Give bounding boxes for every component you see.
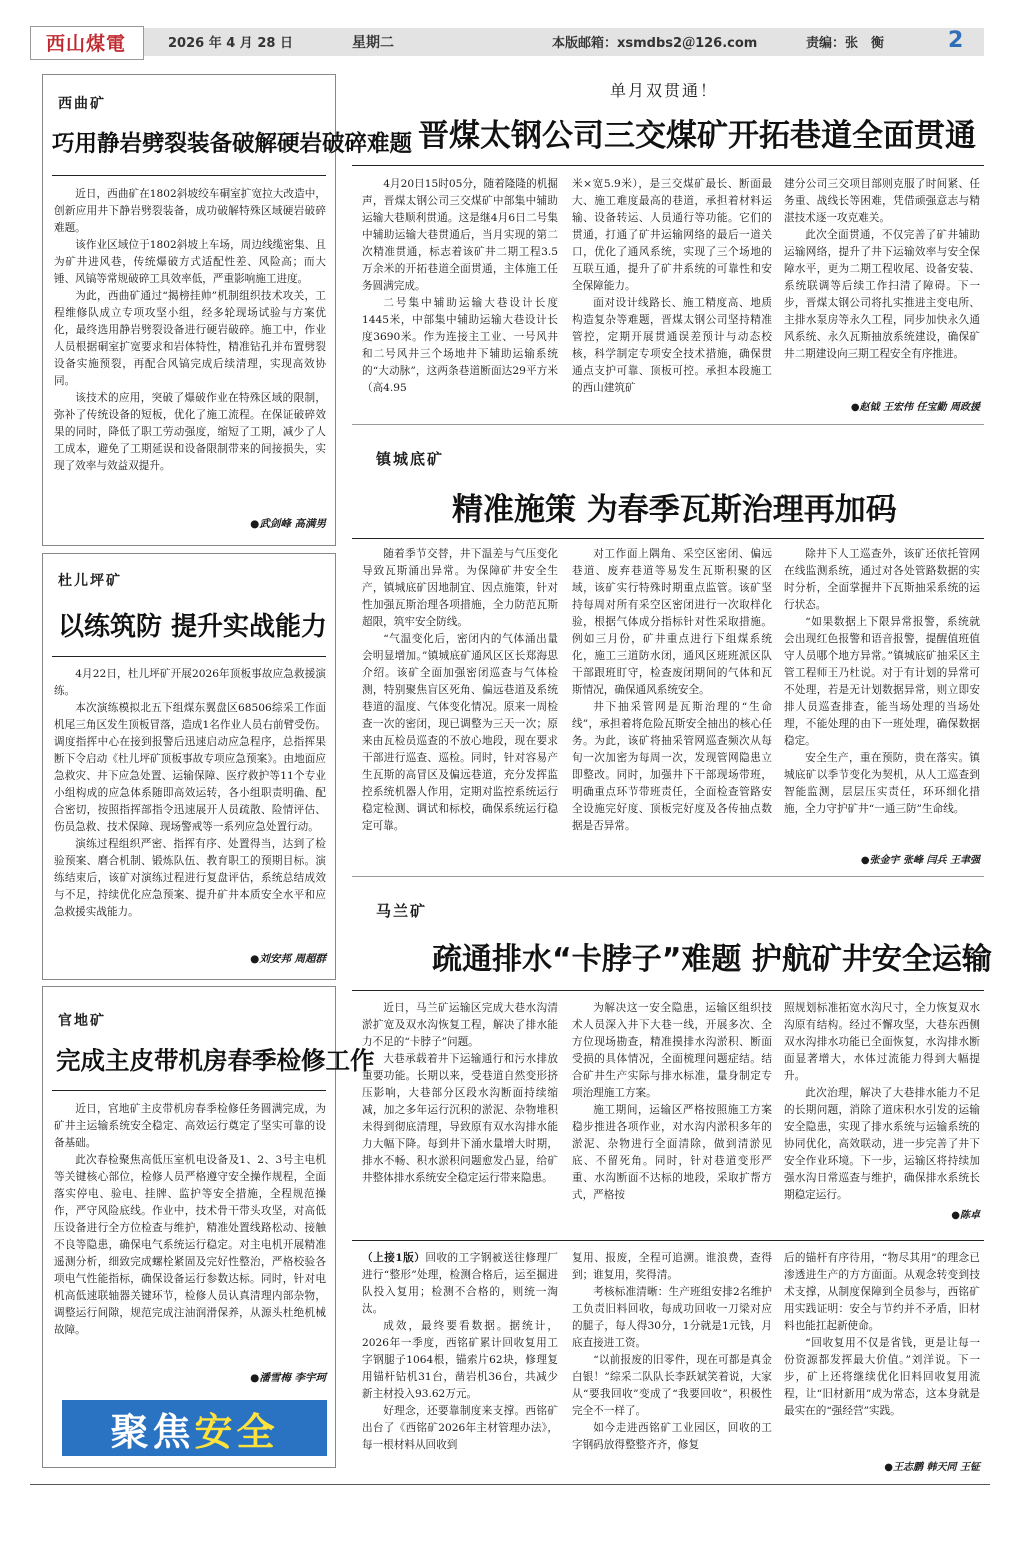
article-title: 以练筑防 提升实战能力	[58, 612, 328, 642]
paragraph: 此次春检聚焦高低压室机电设备及1、2、3号主电机等关键核心部位，检修人员严格遵守安全操作规程，全面落实停电、验电、挂牌、监护等安全措施，全程规范操作，严守风险底线。作业中，技术骨干带头攻坚，对高低压设备进行全方位检查与维护，精准处置线路松动、接触不良等隐患，确保电气系统运行稳定。对主电机开展精准遥测分析，细致完成螺栓紧固及完好性整治，严格校验各项电气性能指标，确保设备运行参数达标。同时，针对电机高低速联轴器关键环节，检修人员认真清理内部杂物，调整运行间隙，规范完成注油润滑保养，从源头杜绝机械故障。	[54, 1154, 326, 1336]
paragraph: 4月22日，杜儿坪矿开展2026年顶板事故应急救援演练。	[54, 668, 326, 697]
paragraph: 二号集中辅助运输大巷设计长度1445米，中部集中辅助运输大巷设计长度3690米。作为连接主工业、一号风井和二号风井三个场地井下辅助运输系统的“大动脉”，这两条巷道断面达29平方米（高4.95	[362, 297, 558, 394]
article-title: 精准施策 为春季瓦斯治理再加码	[452, 492, 897, 528]
page-editor: 责编：张 衡	[806, 36, 885, 51]
byline: ●潘雪梅 李宇珂	[250, 1372, 326, 1384]
paragraph: “以前报废的旧零件，现在可都是真金白银！”综采二队队长李跃斌笑着说，大家从“要我回收”变成了“我要回收”，积极性完全不一样了。	[572, 1354, 772, 1417]
paragraph: 建分公司三交项目部则克服了时间紧、任务重、战线长等困难，凭借顽强意志与精湛技术逐一攻克难关。	[784, 178, 980, 224]
paragraph: 此次治理，解决了大巷排水能力不足的长期问题，消除了道床积水引发的运输安全隐患，实现了排水系统与运输系统的协同优化，高效联动，进一步完善了井下安全作业环境。下一步，运输区将持续加强水沟日常巡查与维护，确保排水系统长期稳定运行。	[784, 1087, 980, 1201]
paragraph: 除井下人工巡查外，该矿还依托管网在线监测系统，通过对各处管路数据的实时分析，全面掌握井下瓦斯抽采系统的运行状态。	[784, 548, 980, 611]
paragraph: 对工作面上隅角、采空区密闭、偏远巷道、废弃巷道等易发生瓦斯积聚的区域，该矿实行特殊时期重点监管。该矿坚持每周对所有采空区密闭进行一次取样化验，根据气体成分指标针对性采取措施。例如三月份，矿井重点进行下组煤系统化，施工三道防水闭，通风区班班派区队干部跟班盯守，检查废闭期间的气体和瓦斯情况，确保通风系统安全。	[572, 548, 772, 696]
banner-text-highlight: 安全	[194, 1409, 279, 1454]
paragraph: 好理念，还要靠制度来支撑。西铭矿出台了《西铭矿2026年主材管理办法》，每一根材料从回收到	[362, 1405, 558, 1451]
section-label: 镇城底矿	[376, 450, 445, 468]
byline: ●陈卓	[951, 1210, 980, 1221]
article-col-2	[572, 1000, 772, 1204]
paragraph: 米×宽5.9米），是三交煤矿最长、断面最大、施工难度最高的巷道，承担着材料运输、设备转运、人员通行等功能。它们的贯通，打通了矿井运输网络的最后一道关口，优化了通风系统，实现了三个场地的互联互通，提升了矿井系统的可靠性和安全保障能力。	[572, 178, 772, 292]
paragraph: 照规划标准拓宽水沟尺寸，全力恢复双水沟原有结构。经过不懈攻坚，大巷东西侧双水沟排水功能已全面恢复，水沟排水断面显著增大，水体过流能力得到大幅提升。	[784, 1002, 980, 1082]
section-divider	[352, 876, 984, 877]
article-col-1	[362, 1000, 558, 1187]
title-divider	[352, 165, 984, 166]
section-label: 杜儿坪矿	[58, 573, 122, 589]
article-col-3	[784, 176, 980, 363]
continued-tag: （上接1版）	[362, 1252, 426, 1264]
paragraph: 随着季节交替，井下温差与气压变化导致瓦斯涌出异常。为保障矿井安全生产，镇城底矿因地制宜、因点施策，针对性加强瓦斯治理各项措施，全力防范瓦斯超限，筑牢安全防线。	[362, 548, 558, 628]
paragraph: 近日，官地矿主皮带机房春季检修任务圆满完成，为矿井主运输系统安全稳定、高效运行奠定了坚实可靠的设备基础。	[54, 1103, 326, 1149]
page-number: 2	[948, 28, 964, 53]
paragraph: 为解决这一安全隐患，运输区组织技术人员深入井下大巷一线，开展多次、全方位现场勘查，精准摸排水沟淤积、断面受损的具体情况，全面梳理问题症结。结合矿井生产实际与排水标准，量身制定专项治理施工方案。	[572, 1002, 772, 1099]
article-title: 晋煤太钢公司三交煤矿开拓巷道全面贯通	[418, 118, 976, 154]
byline: ●赵钺 王宏伟 任宝勤 周政援	[850, 402, 980, 413]
article-title: 疏通排水“卡脖子”难题 护航矿井安全运输	[432, 942, 992, 977]
title-divider	[52, 175, 326, 176]
article-title: 完成主皮带机房春季检修工作	[56, 1046, 375, 1075]
title-divider	[352, 538, 984, 539]
paragraph: 如今走进西铭矿工业园区，回收的工字钢码放得整整齐齐，修复	[572, 1422, 772, 1451]
section-label: 马兰矿	[376, 902, 428, 920]
banner-text: 聚焦	[110, 1409, 195, 1454]
masthead-logo: 西山煤電	[45, 32, 126, 55]
paragraph: 施工期间，运输区严格按照施工方案稳步推进各项作业，对水沟内淤积多年的淤泥、杂物进行全面清除，做到清淤见底、不留死角。同时，针对巷道变形严重、水沟断面不达标的地段，采取扩帮方式，严格按	[572, 1104, 772, 1201]
focus-safety-banner	[62, 1400, 327, 1456]
paragraph: 近日，马兰矿运输区完成大巷水沟清淤扩宽及双水沟恢复工程，解决了排水能力不足的“卡脖子”问题。	[362, 1002, 558, 1048]
paragraph: 为此，西曲矿通过“揭榜挂帅”机制组织技术攻关，工程维修队成立专项攻坚小组，经多轮现场试验与方案优化，最终选用静岩劈裂设备进行硬岩破碎。施工中，作业人员根据硐室扩宽要求和岩体特性，精准钻孔并布置劈裂设备实施预裂，再配合风镐完成后续清理，实现高效协同。	[54, 290, 326, 387]
article-col-2	[572, 176, 772, 397]
paragraph: 复用、报废，全程可追溯。谁浪费，查得到；谁复用，奖得清。	[572, 1252, 772, 1281]
article-col-1	[362, 546, 558, 835]
article-col-1	[362, 1250, 558, 1454]
paragraph: 成效，最终要看数据。据统计，2026年一季度，西铭矿累计回收复用工字钢腿子1064根，锚索片62块，修理复用锚杆钻机31台，凿岩机36台，共减少新主材投入93.62万元。	[362, 1320, 558, 1400]
article-col-2	[572, 1250, 772, 1454]
paragraph: 近日，西曲矿在1802斜坡绞车硐室扩宽拉大改造中，创新应用井下静岩劈裂装备，成功破解特殊区域硬岩破碎难题。	[54, 188, 326, 234]
paragraph: 此次全面贯通，不仅完善了矿井辅助运输网络，提升了井下运输效率与安全保障水平，更为二期工程收尾、设备安装、系统联调等后续工作扫清了障碍。下一步，晋煤太钢公司将扎实推进主变电所、主排水泵房等永久工程，同步加快永久通风系统、永久瓦斯抽放系统建设，确保矿井二期建设向三期工程安全有序推进。	[784, 229, 980, 360]
paragraph: “回收复用不仅是省钱，更是让每一份资源都发挥最大价值。”刘洋说。下一步，矿上还将继续优化旧料回收复用流程，让“旧材新用”成为常态，这本身就是最实在的“强经营”实践。	[784, 1337, 980, 1417]
byline: ●王志鹏 韩天同 王钲	[884, 1462, 980, 1473]
paragraph: 4月20日15时05分，随着隆隆的机掘声，晋煤太钢公司三交煤矿中部集中辅助运输大巷顺利贯通。这是继4月6日二号集中辅助运输大巷贯通后，当月实现的第二次精准贯通，标志着该矿井二期工程3.5万余米的开拓巷道全面贯通，主体施工任务圆满完成。	[362, 178, 558, 292]
article-col-1	[362, 176, 558, 397]
section-divider	[352, 424, 984, 425]
section-label: 官地矿	[58, 1013, 106, 1029]
kicker: 单月双贯通！	[610, 81, 719, 100]
issue-date: 2026 年 4 月 28 日	[168, 36, 293, 51]
paragraph: 安全生产，重在预防，贵在落实。镇城底矿以季节变化为契机，从人工巡查到智能监测，层层压实责任，环环细化措施，全力守护矿井“一通三防”生命线。	[784, 752, 980, 815]
paragraph: “气温变化后，密闭内的气体涌出量会明显增加。”镇城底矿通风区区长郑海思介绍。该矿全面加强密闭巡查与气体检测，特别聚焦盲区死角、偏远巷道及系统巷道的温度、气体变化情况。原来一周检查一次的密闭，现已调整为三天一次；原来由瓦检员巡查的不放心地段，现在要求干部进行巡查、巡检。同时，针对容易产生瓦斯的高冒区及偏远巷道，充分发挥监控系统机器人作用，定期对监控系统运行稳定检测、调试和标校，确保系统运行稳定可靠。	[362, 633, 558, 832]
byline: ●武剑峰 高满男	[250, 518, 326, 530]
byline: ●刘安邦 周超群	[250, 953, 326, 965]
article-col-3	[784, 1000, 980, 1204]
paragraph: “如果数据上下限异常报警，系统就会出现红色报警和语音报警，提醒值班值守人员哪个地方异常。”镇城底矿抽采区主管工程师王乃杜说。对于有计划的异常可不处理，若是无计划数据异常，则立即安排人员巡查排查，能当场处理的当场处理，不能处理的由下一班处理，确保数据稳定。	[784, 616, 980, 747]
section-divider	[352, 1240, 984, 1241]
paragraph: 演练过程组织严密、指挥有序、处置得当，达到了检验预案、磨合机制、锻炼队伍、教育职工的预期目标。演练结束后，该矿对演练过程进行复盘评估，系统总结成效与不足，持续优化应急预案、提升矿井本质安全水平和应急救援实战能力。	[54, 838, 326, 918]
article-body	[54, 186, 326, 475]
paragraph: 面对设计线路长、施工精度高、地质构造复杂等难题，晋煤太钢公司坚持精准管控，定期开展贯通误差预计与动态校核，科学制定专项安全技术措施，确保贯通点支护可靠、顶板可控。承担本段施工的西山建筑矿	[572, 297, 772, 394]
paragraph: 后的锚杆有序待用，“物尽其用”的理念已渗透进生产的方方面面。从观念转变到技术支撑，从制度保障到全员参与，西铭矿用实践证明：安全与节约并不矛盾，旧材料也能扛起新使命。	[784, 1252, 980, 1332]
article-body	[54, 666, 326, 921]
paragraph: 该作业区域位于1802斜坡上车场，周边线缆密集、且为矿井进风巷，传统爆破方式适配性差、风险高；而大锤、风镐等常规破碎工具效率低，严重影响施工进度。	[54, 239, 326, 285]
article-title: 巧用静岩劈裂装备破解硬岩破碎难题	[52, 131, 413, 157]
page-bottom-rule	[30, 1484, 990, 1485]
weekday: 星期二	[352, 35, 394, 51]
title-divider	[52, 656, 326, 657]
article-body	[54, 1101, 326, 1339]
article-col-3	[784, 546, 980, 818]
paragraph: 井下抽采管网是瓦斯治理的“生命线”，承担着将危险瓦斯安全抽出的核心任务。为此，该矿将抽采管网巡查频次从每旬一次加密为每周一次，发现管网隐患立即整改。同时，加强井下干部现场带班，明确重点环节带班责任，全面检查管路安全设施完好度、顶板完好度及各传抽点数据是否异常。	[572, 701, 772, 832]
paragraph: 该技术的应用，突破了爆破作业在特殊区域的限制，弥补了传统设备的短板，优化了施工流程。在保证破碎效果的同时，降低了职工劳动强度，缩短了工期，减少了人工成本，避免了工期延误和设备限制带来的间接损失，实现了效率与效益双提升。	[54, 392, 326, 472]
byline: ●张金宇 张峰 闫兵 王聿强	[860, 855, 980, 866]
paragraph: 大巷承载着井下运输通行和污水排放重要功能。长期以来，受巷道自然变形挤压影响，大巷部分区段水沟断面持续缩减，加之多年运行沉积的淤泥、杂物堆积未得到彻底清理，导致原有双水沟排水能力大幅下降。每到井下涌水量增大时期，排水不畅、积水淤积问题愈发凸显，给矿井整体排水系统安全稳定运行带来隐患。	[362, 1053, 558, 1184]
section-label: 西曲矿	[58, 96, 106, 112]
paragraph: 回收的工字钢被送往修理厂进行“整形”处理，检测合格后，运至掘进队投入复用；检测不合格的，则统一淘汰。	[362, 1252, 559, 1315]
title-divider	[52, 1090, 326, 1091]
paragraph: 本次演练模拟北五下组煤东翼盘区68506综采工作面机尾三角区发生顶板冒落，造成1名作业人员右前臂受伤。调度指挥中心在接到报警后迅速启动应急程序，总指挥果断下令启动《杜儿坪矿顶板事故专项应急预案》。由地面应急救灾、井下应急处置、运输保障、医疗救护等11个专业小组构成的应急体系随即高效运转，各小组职责明确、配合密切，按照指挥部指令迅速展开人员疏散、险情评估、伤员急救、技术保障、现场警戒等一系列应急处置行动。	[54, 702, 326, 833]
page-email: 本版邮箱：xsmdbs2＠126.com	[552, 36, 758, 51]
article-col-2	[572, 546, 772, 835]
article-col-3	[784, 1250, 980, 1420]
paragraph: 考核标准清晰：生产班组安排2名维护工负责旧料回收，每成功回收一刀梁对应的腿子，每人得30分，1分就是1元钱，月底直接进工资。	[572, 1286, 772, 1349]
title-divider	[352, 990, 984, 991]
